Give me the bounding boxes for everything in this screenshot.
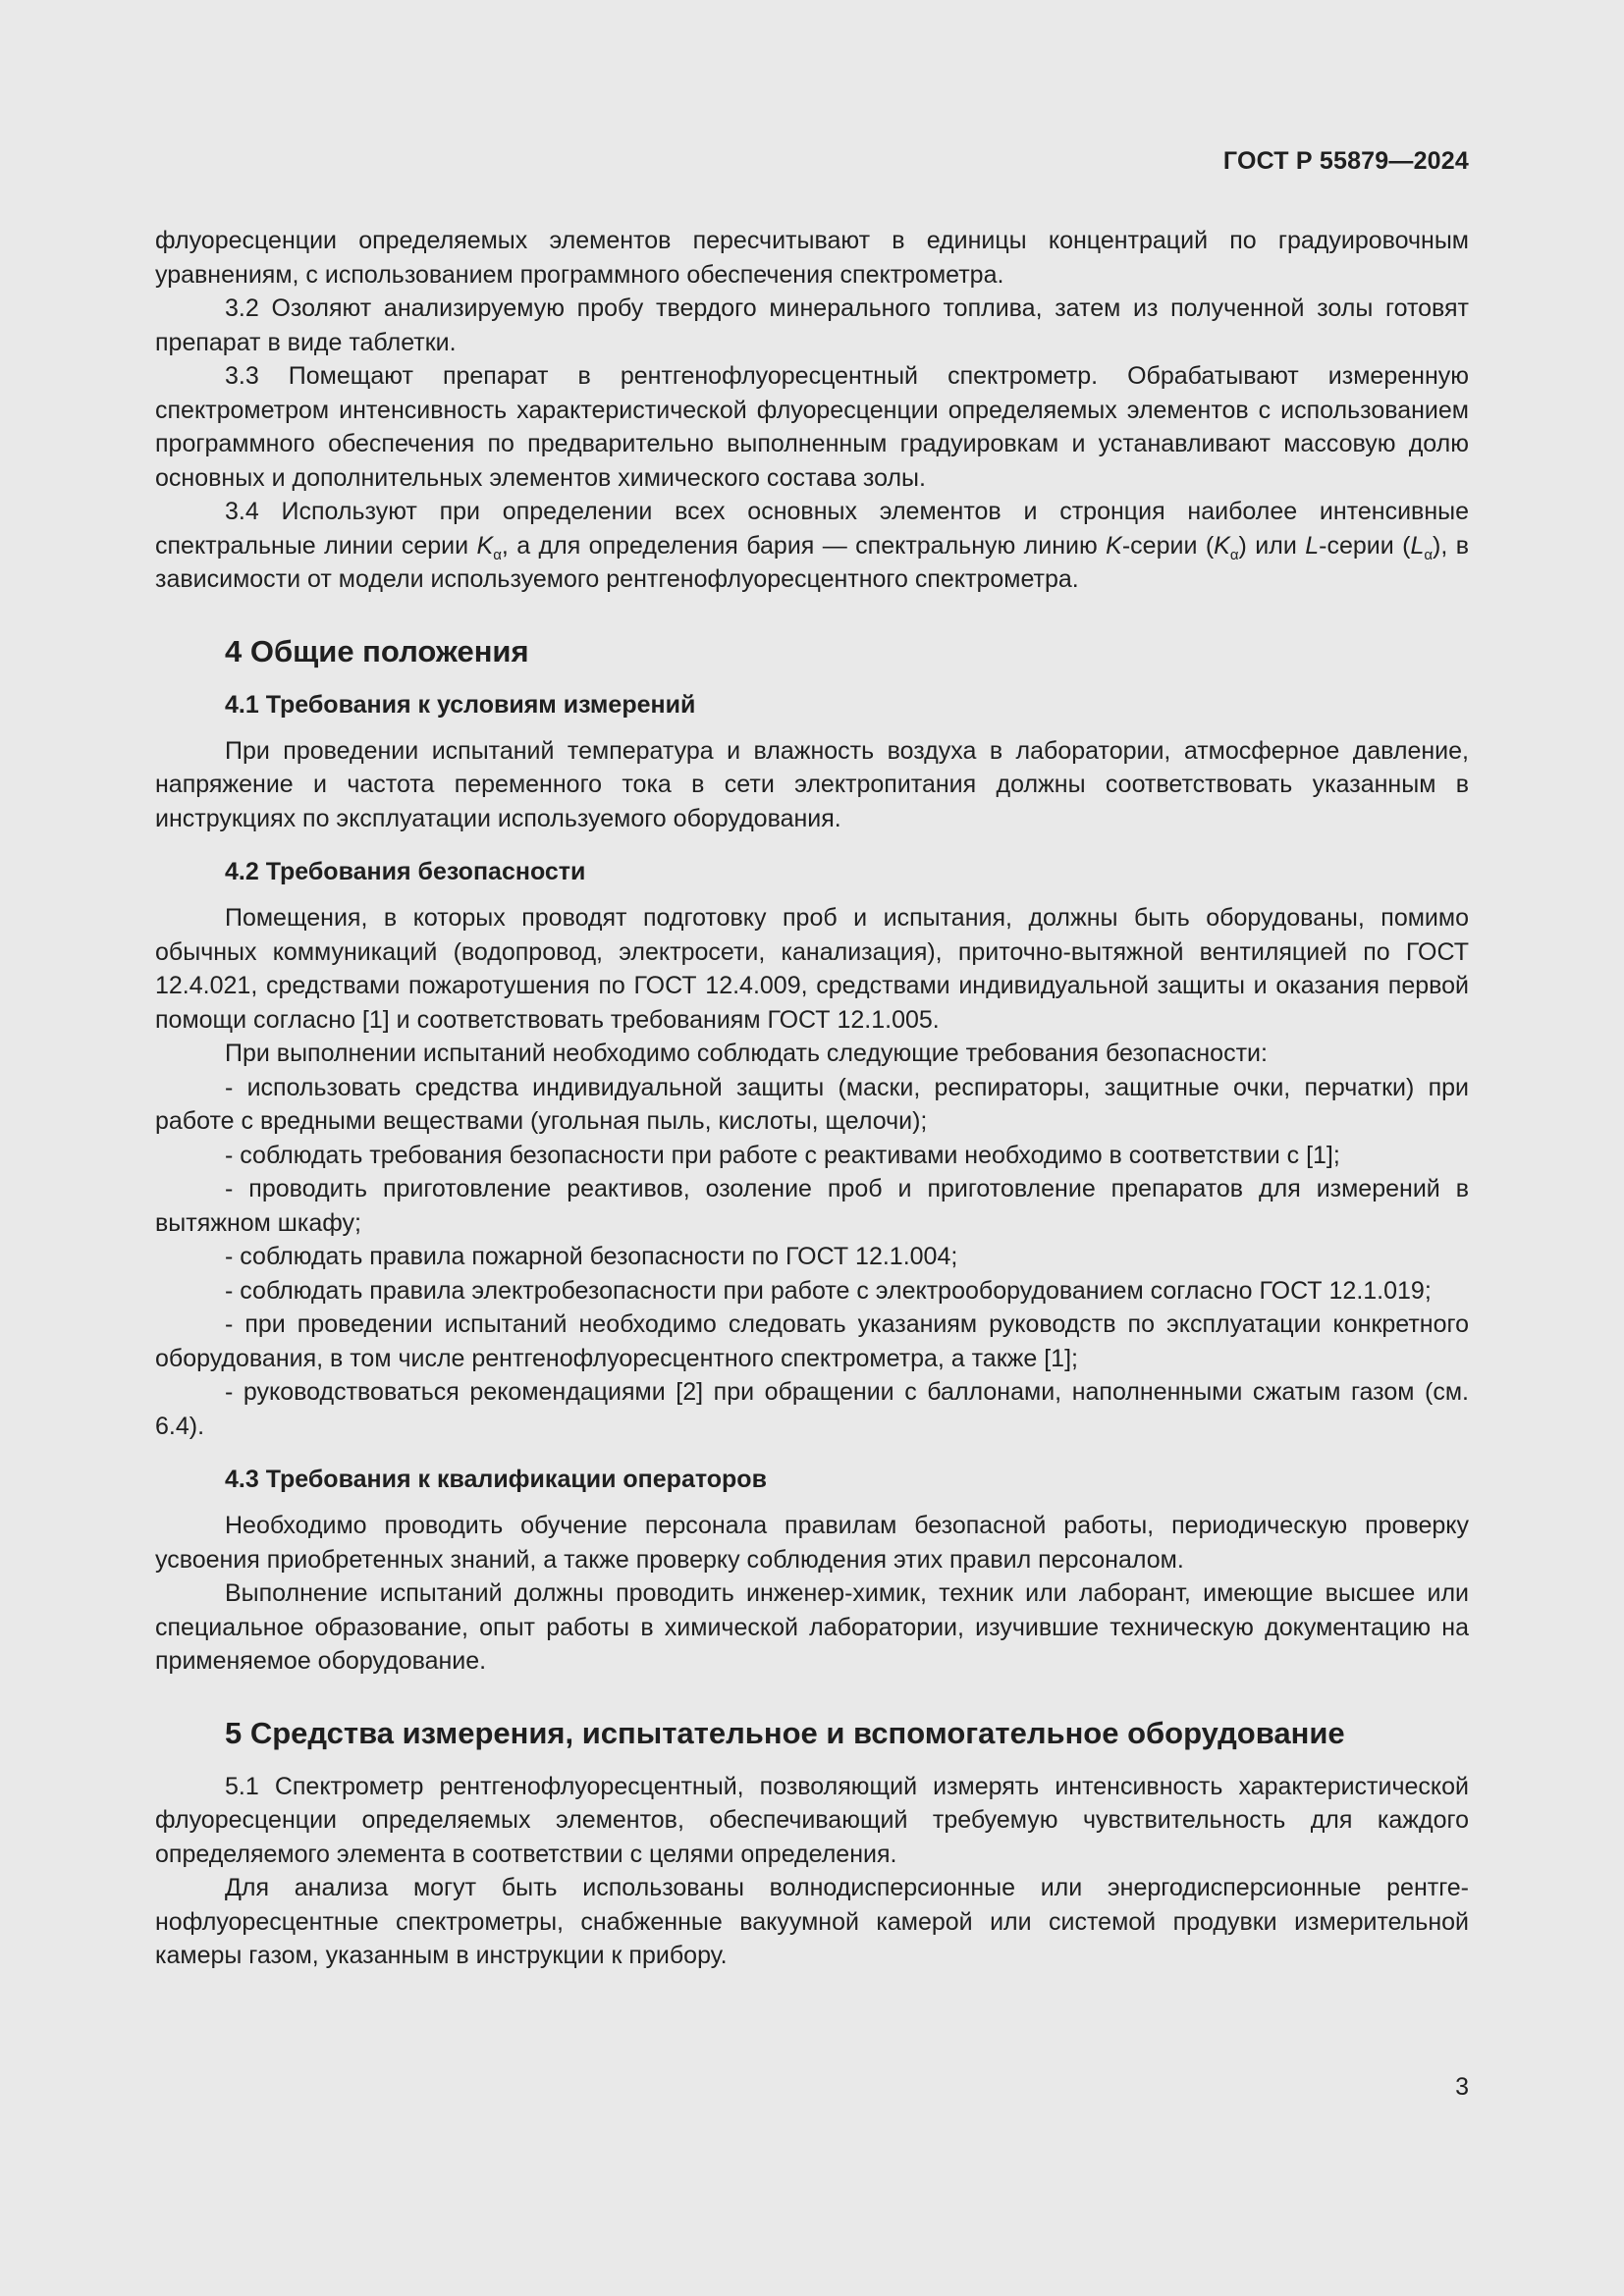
list-item: - при проведении испытаний необходимо следовать указаниям руководств по эксплуатации конкретного оборудования, в том числе рентгенофлуоресцентного спектрометра, а также [1];	[155, 1310, 1469, 1372]
paragraph-5-1-second: Для анализа могут быть использованы волнодисперсионные или энергодисперсионные рентгенофлуоресцентные спектрометры, снабженные вакуумной камерой или системой продувки измерительной камеры газом, указанным в инструкции к прибору.	[155, 1874, 1469, 1969]
paragraph-3-3: 3.3 Помещают препарат в рентгенофлуоресцентный спектрометр. Обрабатывают измеренную спектрометром интенсивность характеристической флуоресценции определяемых элементов с использованием программного обеспечения по предварительно выполненным градуировкам и устанавливают массовую долю основных и дополнительных элементов химического состава золы.	[155, 362, 1469, 492]
page-content	[155, 224, 1469, 1973]
text-fragment: 3.4 Используют при определении всех основных элементов и стронция наиболее интенсивные спектральные линии серии	[155, 498, 1469, 560]
paragraph-4-3: Необходимо проводить обучение персонала правилам безопасной работы, периодическую проверку усвоения приобретенных знаний, а также проверку соблюдения этих правил персоналом.	[155, 1512, 1469, 1574]
page-number: 3	[1455, 2073, 1469, 2101]
alpha-subscript: α	[493, 546, 502, 563]
paragraph-4-3-second: Выполнение испытаний должны проводить инженер-химик, техник или лаборант, имеющие высшее или специальное образование, опыт работы в химической лаборатории, изучившие техническую документацию на применяемое оборудование.	[155, 1579, 1469, 1675]
k-symbol: K	[1106, 531, 1122, 560]
list-item: - руководствоваться рекомендациями [2] при обращении с баллонами, наполненными сжатым газом (см. 6.4).	[155, 1378, 1469, 1440]
section-4-heading: 4 Общие положения	[225, 633, 529, 668]
paragraph-3-1-continuation: флуоресценции определяемых элементов пересчитывают в единицы концентраций по градуировочным уравнениям, с использованием программного обеспечения спектрометра.	[155, 227, 1469, 289]
k-symbol: K	[1214, 531, 1230, 560]
document-id: ГОСТ Р 55879—2024	[1222, 147, 1469, 175]
list-item: - соблюдать правила электробезопасности при работе с электрооборудованием согласно ГОСТ 12.1.019;	[225, 1276, 1432, 1305]
paragraph-3-2: 3.2 Озоляют анализируемую пробу твердого минерального топлива, затем из полученной золы готовят препарат в виде таблетки.	[155, 294, 1469, 356]
text-fragment: ), в зависимости от модели используемого рентгенофлуоресцентного спектрометра.	[155, 531, 1469, 593]
text-fragment: -серии (	[1319, 531, 1411, 560]
l-symbol: L	[1305, 531, 1320, 560]
alpha-subscript: α	[1229, 546, 1239, 563]
text-fragment: , а для определения бария — спектральную линию	[501, 531, 1107, 560]
list-item: - проводить приготовление реактивов, озоление проб и приготовление препаратов для измерений в вытяжном шкафу;	[155, 1175, 1469, 1237]
text-fragment: ) или	[1238, 531, 1306, 560]
section-5-heading: 5 Средства измерения, испытательное и вспомогательное оборудование	[225, 1715, 1345, 1750]
subsection-4-1-heading: 4.1 Требования к условиям измерений	[225, 690, 696, 719]
alpha-subscript: α	[1424, 546, 1434, 563]
paragraph-4-2: Помещения, в которых проводят подготовку проб и испытания, должны быть оборудованы, помимо обычных коммуникаций (водопровод, электросети, канализация), приточно-вытяжной вентиляцией по ГОСТ 12.4.021, средствами пожаротушения по ГОСТ 12.4.009, средствами индивидуальной защиты и оказания первой помощи согласно [1] и соответствовать требованиям ГОСТ 12.1.005.	[155, 904, 1469, 1034]
subsection-4-2-heading: 4.2 Требования безопасности	[225, 858, 586, 885]
paragraph-3-4	[155, 495, 1469, 597]
l-symbol: L	[1410, 531, 1425, 560]
subsection-4-3-heading: 4.3 Требования к квалификации операторов	[225, 1466, 767, 1493]
paragraph-4-1: При проведении испытаний температура и влажность воздуха в лаборатории, атмосферное давление, напряжение и частота переменного тока в сети электропитания должны соответствовать указанным в инструкциях по эксплуатации используемого оборудования.	[155, 736, 1469, 832]
text-fragment: -серии (	[1121, 531, 1215, 560]
paragraph-5-1: 5.1 Спектрометр рентгенофлуоресцентный, позволяющий измерять интенсивность характеристической флуоресценции определяемых элементов, обеспечивающий требуемую чувствительность для каждого определяемого элемента в соответствии с целями определения.	[155, 1772, 1469, 1868]
k-symbol: K	[476, 531, 494, 560]
list-item: - соблюдать требования безопасности при работе с реактивами необходимо в соответствии с [1];	[225, 1141, 1340, 1169]
list-item: - использовать средства индивидуальной защиты (маски, респираторы, защитные очки, перчатки) при работе с вредными веществами (угольная пыль, кислоты, щелочи);	[155, 1073, 1469, 1135]
paragraph-4-2-intro: При выполнении испытаний необходимо соблюдать следующие требования безопасности:	[225, 1040, 1268, 1067]
list-item: - соблюдать правила пожарной безопасности по ГОСТ 12.1.004;	[225, 1243, 958, 1270]
